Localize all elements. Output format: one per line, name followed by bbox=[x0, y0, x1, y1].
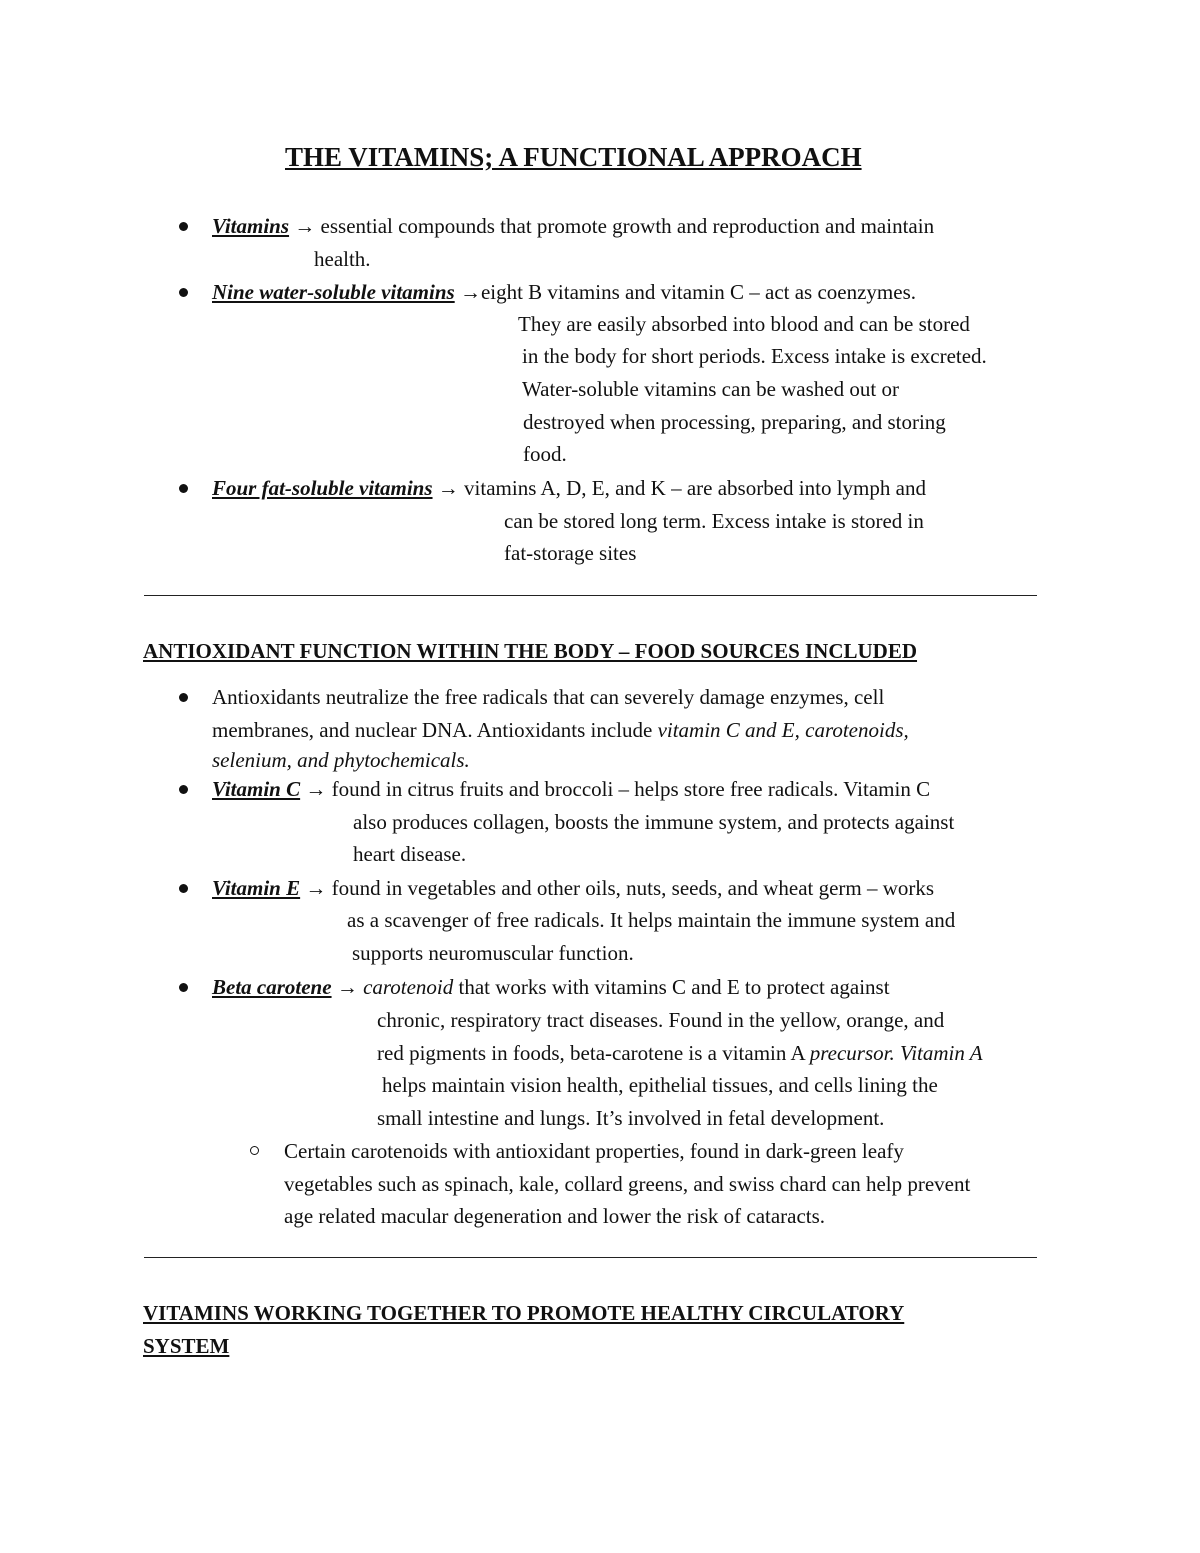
antioxidant-heading: ANTIOXIDANT FUNCTION WITHIN THE BODY – FOOD SOURCES INCLUDED bbox=[143, 639, 918, 663]
arrow-glyph: → bbox=[294, 214, 316, 238]
vitamin-c-term: Vitamin C bbox=[212, 777, 301, 801]
vitamins-definition-line-1 bbox=[212, 214, 934, 238]
water-soluble-line-5: destroyed when processing, preparing, and storing bbox=[523, 410, 946, 434]
antioxidant-line-3: selenium, and phytochemicals. bbox=[212, 748, 470, 772]
antioxidant-line-2-text: membranes, and nuclear DNA. Antioxidants include bbox=[212, 718, 658, 742]
vitamin-e-line-1 bbox=[212, 876, 934, 900]
vitamins-text: essential compounds that promote growth and reproduction and maintain bbox=[315, 214, 935, 238]
vitamin-e-line-2: as a scavenger of free radicals. It helps maintain the immune system and bbox=[347, 908, 956, 932]
vitamin-c-line-3: heart disease. bbox=[353, 842, 467, 866]
fat-soluble-line-3: fat-storage sites bbox=[504, 541, 637, 565]
vitamins-term: Vitamins bbox=[212, 214, 290, 238]
fat-soluble-line-2: can be stored long term. Excess intake is stored in bbox=[504, 509, 924, 533]
page-title: THE VITAMINS; A FUNCTIONAL APPROACH bbox=[285, 142, 862, 172]
vitamin-e-term: Vitamin E bbox=[212, 876, 301, 900]
beta-carotene-term: Beta carotene bbox=[212, 975, 332, 999]
vitamin-e-line-3: supports neuromuscular function. bbox=[352, 941, 634, 965]
water-soluble-line-3: in the body for short periods. Excess intake is excreted. bbox=[522, 344, 987, 368]
beta-carotene-line-4: helps maintain vision health, epithelial tissues, and cells lining the bbox=[382, 1073, 938, 1097]
beta-carotene-line-2: chronic, respiratory tract diseases. Found in the yellow, orange, and bbox=[377, 1008, 945, 1032]
water-soluble-line-6: food. bbox=[523, 442, 567, 466]
arrow-glyph: → bbox=[459, 280, 481, 304]
bullet-dot bbox=[179, 884, 188, 893]
fat-soluble-text: vitamins A, D, E, and K – are absorbed into lymph and bbox=[458, 476, 926, 500]
beta-carotene-line-5: small intestine and lungs. It’s involved in fetal development. bbox=[377, 1106, 885, 1130]
water-soluble-term: Nine water-soluble vitamins bbox=[212, 280, 455, 304]
water-soluble-line-2: They are easily absorbed into blood and can be stored bbox=[518, 312, 970, 336]
beta-carotene-line-3 bbox=[377, 1041, 983, 1065]
antioxidant-line-2 bbox=[212, 718, 909, 742]
bullet-dot bbox=[179, 983, 188, 992]
arrow-glyph: → bbox=[305, 876, 327, 900]
section-divider bbox=[144, 595, 1037, 596]
beta-carotene-line-3-text: red pigments in foods, beta-carotene is a vitamin A bbox=[377, 1041, 810, 1065]
fat-soluble-line-1 bbox=[212, 476, 926, 500]
beta-carotene-text: that works with vitamins C and E to protect against bbox=[453, 975, 890, 999]
circulatory-heading-line-1: VITAMINS WORKING TOGETHER TO PROMOTE HEALTHY CIRCULATORY bbox=[143, 1301, 905, 1325]
antioxidant-list: vitamin C and E, carotenoids, bbox=[657, 718, 909, 742]
vitamins-definition-line-2: health. bbox=[314, 247, 371, 271]
carotenoid-subpoint-line-3: age related macular degeneration and lower the risk of cataracts. bbox=[284, 1204, 826, 1228]
water-soluble-line-1 bbox=[212, 280, 916, 304]
carotenoid-subpoint-line-1: Certain carotenoids with antioxidant properties, found in dark-green leafy bbox=[284, 1139, 904, 1163]
bullet-dot bbox=[179, 693, 188, 702]
bullet-dot bbox=[179, 785, 188, 794]
vitamin-c-text: found in citrus fruits and broccoli – helps store free radicals. Vitamin C bbox=[326, 777, 931, 801]
vitamin-c-line-2: also produces collagen, boosts the immune system, and protects against bbox=[353, 810, 955, 834]
vitamin-c-line-1 bbox=[212, 777, 930, 801]
precursor-term: precursor. Vitamin A bbox=[809, 1041, 983, 1065]
carotenoid-subpoint-line-2: vegetables such as spinach, kale, collard greens, and swiss chard can help prevent bbox=[284, 1172, 971, 1196]
bullet-dot bbox=[179, 222, 188, 231]
bullet-dot bbox=[179, 288, 188, 297]
antioxidant-line-1: Antioxidants neutralize the free radicals that can severely damage enzymes, cell bbox=[212, 685, 885, 709]
beta-carotene-line-1 bbox=[212, 975, 890, 999]
circulatory-heading-line-2: SYSTEM bbox=[143, 1334, 230, 1358]
water-soluble-text: eight B vitamins and vitamin C – act as coenzymes. bbox=[480, 280, 917, 304]
arrow-glyph: → bbox=[437, 476, 459, 500]
fat-soluble-term: Four fat-soluble vitamins bbox=[212, 476, 433, 500]
bullet-dot bbox=[179, 484, 188, 493]
arrow-glyph: → bbox=[336, 975, 358, 999]
vitamin-e-text: found in vegetables and other oils, nuts, seeds, and wheat germ – works bbox=[326, 876, 935, 900]
arrow-glyph: → bbox=[305, 777, 327, 801]
water-soluble-line-4: Water-soluble vitamins can be washed out or bbox=[522, 377, 899, 401]
section-divider bbox=[144, 1257, 1037, 1258]
carotenoid-term: carotenoid bbox=[363, 975, 454, 999]
sub-bullet-circle bbox=[250, 1146, 259, 1155]
